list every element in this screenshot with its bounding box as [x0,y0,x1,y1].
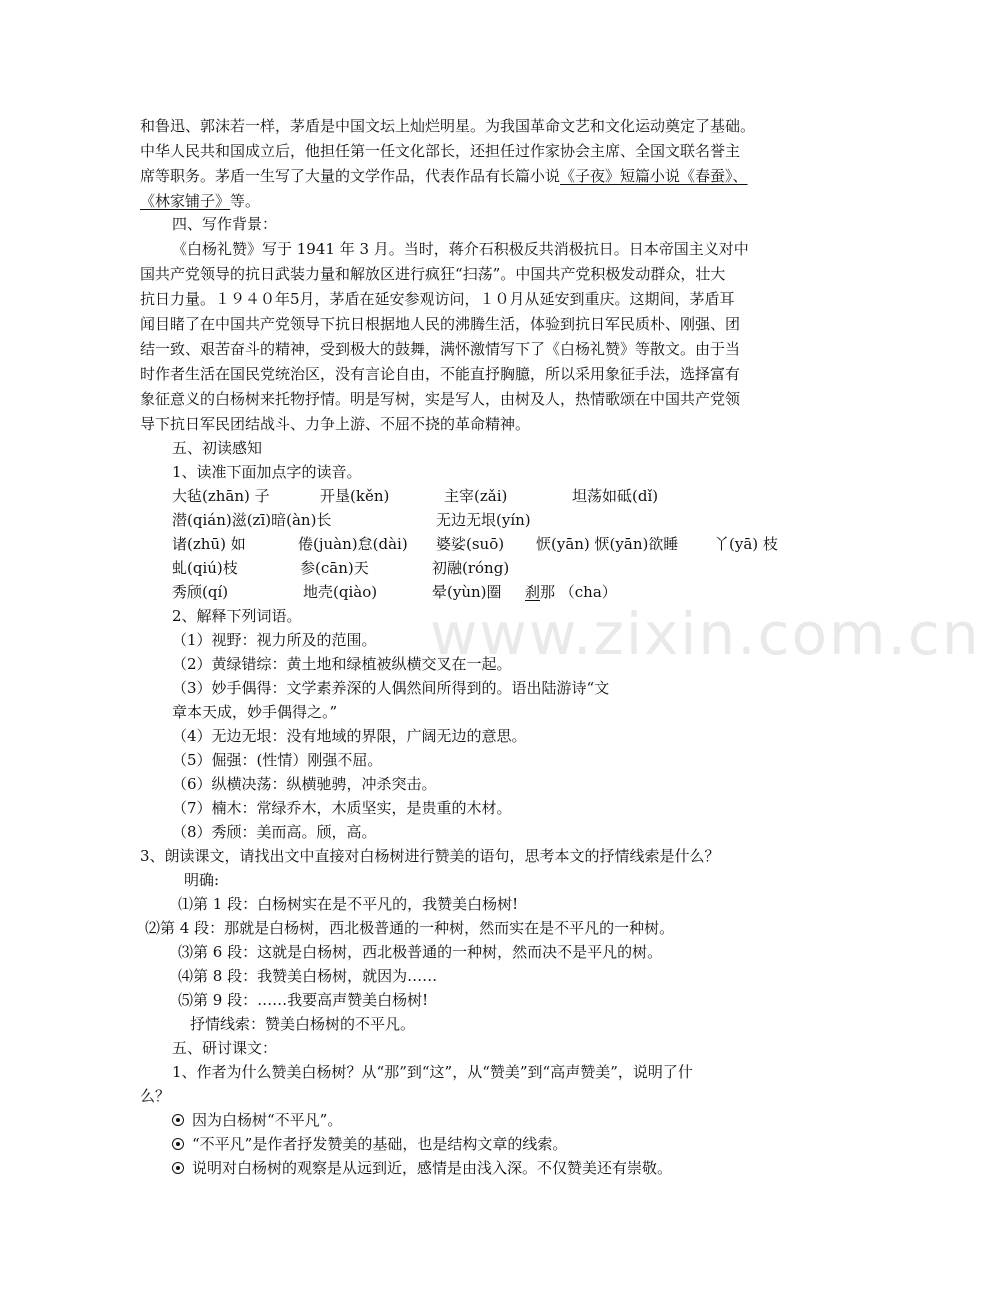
pinyin-item: 无边无垠(yín) [436,511,531,529]
pinyin-item: 参(cān)天 [300,559,369,577]
answer-item: ⑶第 6 段：这就是白杨树，西北极普通的一种树，然而决不是平凡的树。 [178,943,663,961]
reading-question-1: 1、读准下面加点字的读音。 [172,463,362,481]
pinyin-item: 倦(juàn)怠(dài) [298,535,408,553]
bullet-item [172,1134,567,1154]
pinyin-item [525,582,617,602]
pinyin-item: 晕(yùn)圈 [432,583,502,601]
pinyin-item: 虬(qiú)枝 [172,559,238,577]
background-line-8: 导下抗日军民团结战斗、力争上游、不屈不挠的革命精神。 [140,415,531,433]
pinyin-item: 坦荡如砥(dǐ) [572,487,659,505]
background-line-7: 象征意义的白杨树来托物抒情。明是写树，实是写人，由树及人，热情歌颂在中国共产党领 [140,390,741,408]
intro-line-3-text: 席等职务。茅盾一生写了大量的文学作品，代表作品有长篇小说 [140,167,561,185]
background-line-3: 抗日力量。１９４０年5月，茅盾在延安参观访问，１０月从延安到重庆。这期间，茅盾耳 [140,290,735,308]
definition-item: （1）视野：视力所及的范围。 [172,631,377,649]
bullet-icon [172,1114,184,1126]
pinyin-item: 恹(yān) 恹(yān)欲睡 [536,535,679,553]
question-3: 3、朗读课文，请找出文中直接对白杨树进行赞美的语句，思考本文的抒情线索是什么？ [140,847,720,865]
bullet-icon [172,1138,184,1150]
pinyin-underlined-char: 刹 [525,583,541,601]
definition-item: （6）纵横决荡：纵横驰骋，冲杀突击。 [172,775,437,793]
pinyin-item-rest: 那 （cha） [540,583,617,601]
answer-label: 明确: [184,871,220,889]
bullet-icon [172,1162,184,1174]
pinyin-item: 主宰(zǎi) [444,487,508,505]
intro-line-3 [140,166,748,186]
answer-item: ⑴第 1 段：白杨树实在是不平凡的，我赞美白杨树! [178,895,519,913]
section-heading-reading: 五、初读感知 [172,439,263,457]
pinyin-item: 婆娑(suō) [436,535,505,553]
definition-item: （5）倔强：(性情）刚强不屈。 [172,751,383,769]
works-underlined-1: 《子夜》短篇小说《春蚕》、 [560,167,748,185]
intro-line-4 [140,191,260,211]
watermark: www.zixin.com.cn [430,600,981,668]
section-heading-background: 四、写作背景： [172,215,278,233]
section-heading-discussion: 五、研讨课文： [172,1039,278,1057]
works-underlined-2: 《林家铺子》 [140,192,231,210]
bullet-text: 说明对白杨树的观察是从远到近，感情是由浅入深。不仅赞美还有崇敬。 [192,1159,673,1177]
answer-item: ⑵第 4 段：那就是白杨树，西北极普通的一种树，然而实在是不平凡的一种树。 [145,919,675,937]
background-line-1: 《白杨礼赞》写于 1941 年 3 月。当时，蒋介石积极反共消极抗日。日本帝国主义对中 [172,240,749,258]
bullet-text: “不平凡”是作者抒发赞美的基础，也是结构文章的线索。 [192,1135,568,1153]
background-line-6: 时作者生活在国民党统治区，没有言论自由，不能直抒胸臆，所以采用象征手法，选择富有 [140,365,741,383]
intro-line-1: 和鲁迅、郭沫若一样，茅盾是中国文坛上灿烂明星。为我国革命文艺和文化运动奠定了基础。 [140,117,756,135]
definition-item: （8）秀颀：美而高。颀，高。 [172,823,377,841]
bullet-text: 因为白杨树“不平凡”。 [192,1111,343,1129]
pinyin-item: 开垦(kěn) [320,487,390,505]
pinyin-item: 秀颀(qí) [172,583,229,601]
pinyin-item: 大毡(zhān) 子 [172,487,270,505]
pinyin-item: 丫(yā) 枝 [714,535,778,553]
definition-item: （3）妙手偶得：文学素养深的人偶然间所得到的。语出陆游诗“文 [172,679,610,697]
pinyin-item: 诸(zhū) 如 [172,535,246,553]
emotional-clue: 抒情线索：赞美白杨树的不平凡。 [190,1015,416,1033]
background-line-4: 闻目睹了在中国共产党领导下抗日根据地人民的沸腾生活，体验到抗日军民质朴、刚强、团 [140,315,741,333]
definition-item: （4）无边无垠：没有地域的界限，广阔无边的意思。 [172,727,527,745]
intro-line-4-text: 等。 [230,192,261,210]
discussion-question-1-continued: 么？ [140,1087,171,1105]
background-line-5: 结一致、艰苦奋斗的精神，受到极大的鼓舞，满怀激情写下了《白杨礼赞》等散文。由于当 [140,340,741,358]
background-line-2: 国共产党领导的抗日武装力量和解放区进行疯狂“扫荡”。中国共产党积极发动群众，壮大 [140,265,726,283]
bullet-item [172,1158,672,1178]
answer-item: ⑸第 9 段：……我要高声赞美白杨树! [178,991,429,1009]
reading-question-2: 2、解释下列词语。 [172,607,302,625]
discussion-question-1: 1、作者为什么赞美白杨树？从“那”到“这”，从“赞美”到“高声赞美”，说明了什 [172,1063,693,1081]
answer-item: ⑷第 8 段：我赞美白杨树，就因为…… [178,967,438,985]
definition-item: （7）楠木：常绿乔木，木质坚实，是贵重的木材。 [172,799,512,817]
definition-item-continued: 章本天成，妙手偶得之。” [172,703,338,721]
pinyin-item: 潜(qián)滋(zī)暗(àn)长 [172,511,332,529]
pinyin-item: 初融(róng) [432,559,510,577]
pinyin-item: 地壳(qiào) [303,583,378,601]
intro-line-2: 中华人民共和国成立后，他担任第一任文化部长，还担任过作家协会主席、全国文联名誉主 [140,142,741,160]
bullet-item [172,1110,342,1130]
definition-item: （2）黄绿错综：黄土地和绿植被纵横交叉在一起。 [172,655,512,673]
